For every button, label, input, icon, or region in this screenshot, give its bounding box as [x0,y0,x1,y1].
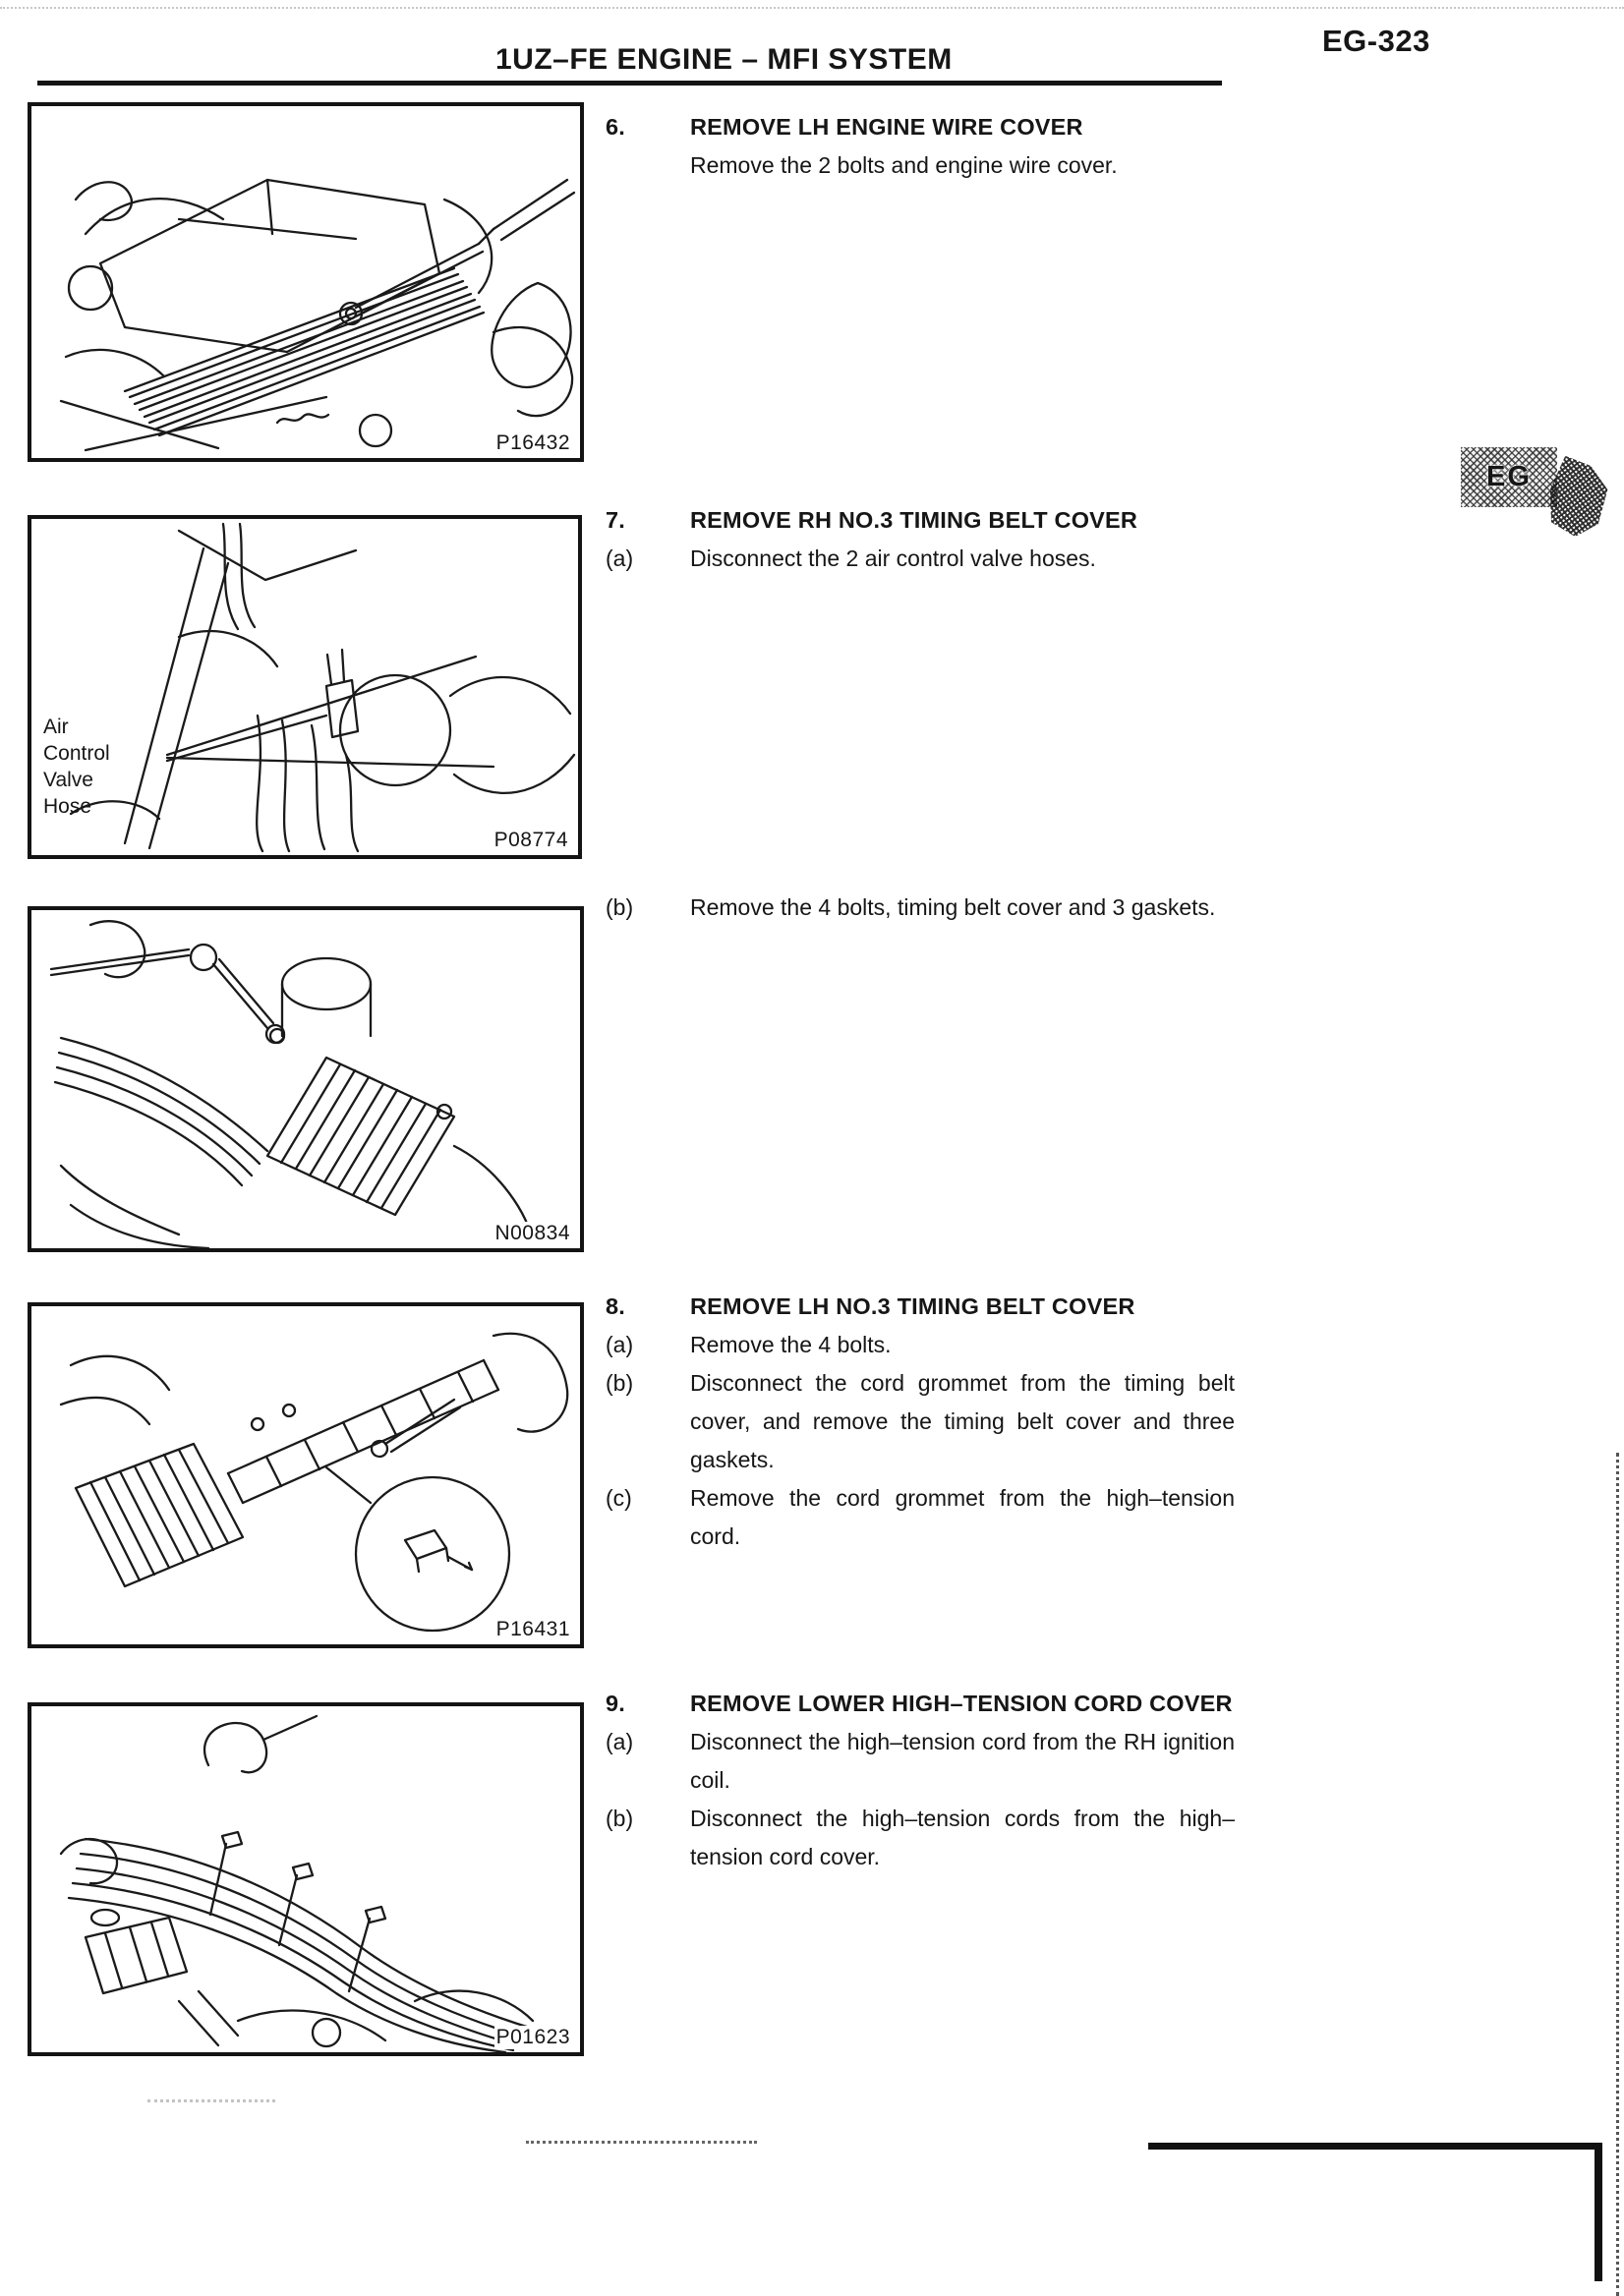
step-heading: REMOVE RH NO.3 TIMING BELT COVER [690,507,1138,533]
figure-air-control-valve-hose [28,515,582,859]
figure-code: P16432 [495,431,570,454]
step-heading: REMOVE LH NO.3 TIMING BELT COVER [690,1293,1135,1319]
lh-no3-timing-belt-cover-illustration-icon [31,1306,580,1644]
section-tab-label: EG [1486,461,1532,492]
figure-callout-air-control-valve-hose: Air Control Valve Hose [43,716,110,818]
step-9b-row [606,1800,1235,1876]
step-number: 6. [606,114,625,140]
scan-artifact-bottom-edge-line [1148,2143,1602,2150]
rh-no3-timing-belt-cover-illustration-icon [31,910,580,1248]
substep-text: Disconnect the high–tension cords from the high–tension cord cover. [690,1806,1235,1869]
figure-code: N00834 [494,1222,570,1244]
engine-wire-cover-illustration-icon [31,106,580,458]
step-9a-row [606,1723,1235,1800]
step-8 [606,1288,1235,1556]
scan-artifact-right-dashed-edge [1616,1453,1619,2296]
page-number: EG-323 [1322,24,1430,58]
figure-rh-no3-timing-belt-cover [28,906,584,1252]
section-tab-eg [1461,447,1557,507]
step-7a-row [606,540,1235,578]
step-8b-row [606,1364,1235,1479]
figure-engine-wire-cover [28,102,584,462]
figure-lower-high-tension-cord-cover [28,1702,584,2056]
step-7b-row [606,889,1235,927]
step-7 [606,501,1235,578]
scan-artifact-bottom-dotted-line [526,2141,757,2144]
step-number: 8. [606,1293,625,1319]
substep-text: Remove the 4 bolts, timing belt cover and 3 gaskets. [690,894,1216,920]
step-9 [606,1685,1235,1876]
step-9-heading-row [606,1685,1235,1723]
lower-high-tension-cord-cover-illustration-icon [31,1706,580,2052]
page-title: 1UZ–FE ENGINE – MFI SYSTEM [495,43,953,76]
substep-label [606,146,690,185]
substep-text: Disconnect the 2 air control valve hoses. [690,545,1096,571]
scan-artifact-top-dots [0,7,1624,9]
substep-text: Remove the 4 bolts. [690,1332,892,1357]
figure-lh-no3-timing-belt-cover [28,1302,584,1648]
figure-code: P16431 [495,1618,570,1640]
scan-artifact-bottom-left-dots [147,2099,275,2102]
substep-text: Remove the 2 bolts and engine wire cover. [690,152,1118,178]
substep-text: Disconnect the high–tension cord from the RH ignition coil. [690,1729,1235,1793]
figure-code: P01623 [495,2026,570,2048]
step-number: 7. [606,507,625,533]
step-8c-row [606,1479,1235,1556]
header-rule [37,81,1222,86]
figure-code: P08774 [493,829,568,851]
substep-label: (b) [606,894,634,920]
substep-label: (b) [606,1806,634,1831]
step-6 [606,108,1235,185]
substep-label: (a) [606,1332,634,1357]
substep-label: (b) [606,1370,634,1396]
substep-text: Remove the cord grommet from the high–tension cord. [690,1485,1235,1549]
step-7b [606,889,1235,927]
step-7-heading-row [606,501,1235,540]
step-heading: REMOVE LH ENGINE WIRE COVER [690,114,1083,140]
step-8-heading-row [606,1288,1235,1326]
substep-label: (a) [606,545,634,571]
substep-text: Disconnect the cord grommet from the timing belt cover, and remove the timing belt cover and three gaskets. [690,1370,1235,1472]
substep-label: (c) [606,1485,632,1511]
scan-artifact-right-edge-line [1595,2146,1602,2281]
substep-label: (a) [606,1729,634,1754]
step-6-heading-row [606,108,1235,146]
step-heading: REMOVE LOWER HIGH–TENSION CORD COVER [690,1691,1233,1716]
step-8a-row [606,1326,1235,1364]
step-6-substep-row [606,146,1235,185]
step-number: 9. [606,1691,625,1716]
